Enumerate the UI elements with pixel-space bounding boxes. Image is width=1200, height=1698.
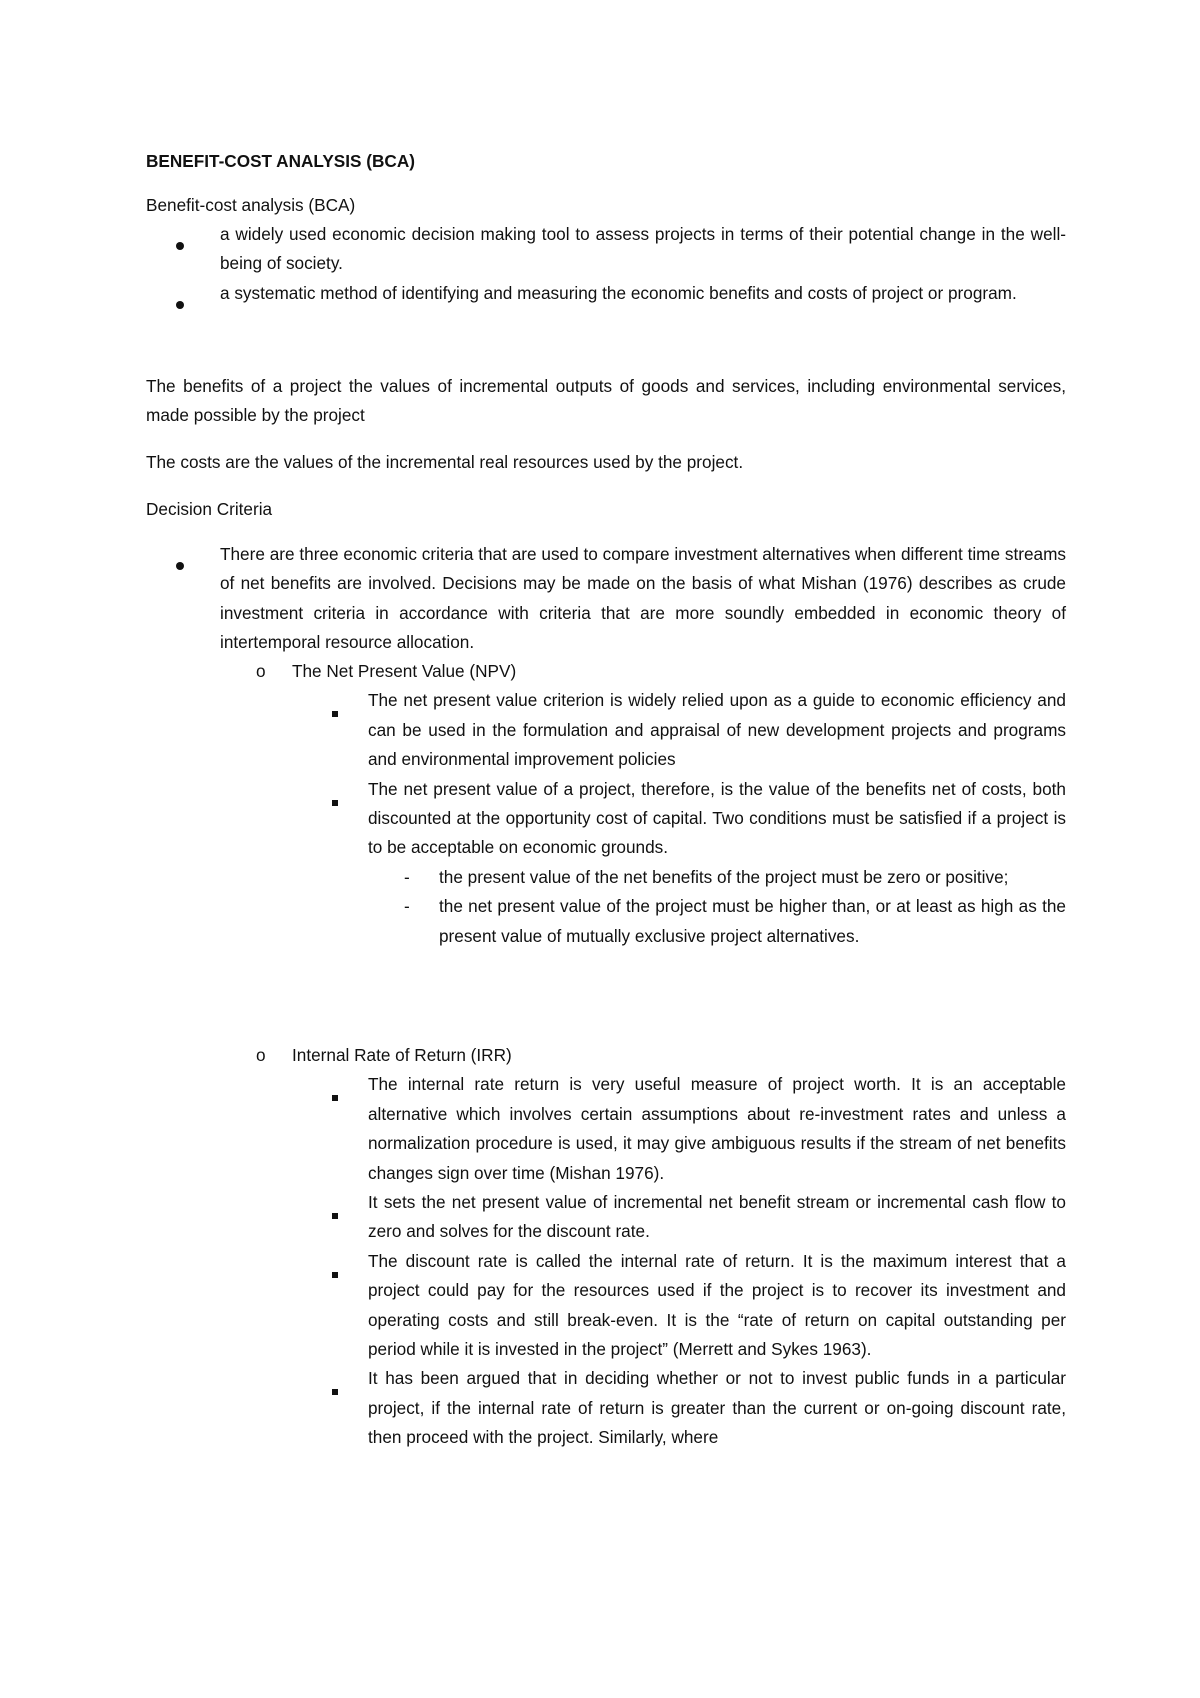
square-bullet-icon: [332, 1375, 338, 1404]
irr-section: [146, 1041, 1066, 1453]
bullet-dot-icon: [176, 230, 184, 259]
square-bullet-icon: [332, 1258, 338, 1287]
npv-heading-item: [146, 657, 1066, 686]
square-bullet-icon: [332, 786, 338, 815]
document-title: BENEFIT-COST ANALYSIS (BCA): [146, 151, 415, 171]
dash-bullet-icon: -: [404, 866, 410, 887]
list-item: The net present value of a project, therefore, is the value of the benefits net of costs, both discounted at the opportunity cost of capital. Two conditions must be satisfied if a project is to be acceptable on economic grounds.: [146, 775, 1066, 863]
list-item: The net present value criterion is widely relied upon as a guide to economic efficiency and can be used in the formulation and appraisal of new development projects and programs and environmental improvement policies: [146, 686, 1066, 774]
bca-definition-list: [146, 220, 1066, 308]
costs-paragraph: The costs are the values of the incremental real resources used by the project.: [146, 452, 744, 472]
circle-bullet-icon: o: [256, 661, 266, 681]
circle-bullet-icon: o: [256, 1045, 266, 1065]
section-subtitle: Benefit-cost analysis (BCA): [146, 195, 356, 215]
irr-heading-item: [146, 1041, 1066, 1070]
square-bullet-icon: [332, 1199, 338, 1228]
list-item: a widely used economic decision making tool to assess projects in terms of their potential change in the well-being of society.: [146, 220, 1066, 279]
square-bullet-icon: [332, 697, 338, 726]
criteria-list: [146, 540, 1066, 658]
bullet-dot-icon: [176, 289, 184, 318]
bullet-dot-icon: [176, 550, 184, 579]
list-item: It has been argued that in deciding whether or not to invest public funds in a particular project, if the internal rate of return is greater than the current or on-going discount rate, then proceed with the project. Similarly, where: [146, 1364, 1066, 1452]
irr-heading: Internal Rate of Return (IRR): [292, 1045, 512, 1065]
decision-criteria-heading: Decision Criteria: [146, 499, 273, 519]
list-item: The discount rate is called the internal rate of return. It is the maximum interest that a project could pay for the resources used if the project is to recover its investment and operating costs and still break-even. It is the “rate of return on capital outstanding per period while it is invested in the project” (Merrett and Sykes 1963).: [146, 1247, 1066, 1365]
npv-section: [146, 657, 1066, 951]
benefits-paragraph: The benefits of a project the values of incremental outputs of goods and services, including environmental services, made possible by the project: [146, 376, 1066, 426]
list-item: a systematic method of identifying and measuring the economic benefits and costs of project or program.: [146, 279, 1066, 308]
square-bullet-icon: [332, 1081, 338, 1110]
list-item: The internal rate return is very useful measure of project worth. It is an acceptable alternative which involves certain assumptions about re-investment rates and unless a normalization procedure is used, it may give ambiguous results if the stream of net benefits changes sign over time (Mishan 1976).: [146, 1070, 1066, 1188]
list-item: - the net present value of the project must be higher than, or at least as high as the present value of mutually exclusive project alternatives.: [146, 892, 1066, 951]
list-item: There are three economic criteria that are used to compare investment alternatives when different time streams of net benefits are involved. Decisions may be made on the basis of what Mishan (1976) describes as crude investment criteria in accordance with criteria that are more soundly embedded in economic theory of intertemporal resource allocation.: [146, 540, 1066, 658]
dash-bullet-icon: -: [404, 896, 410, 917]
npv-heading: The Net Present Value (NPV): [292, 661, 517, 681]
list-item: It sets the net present value of incremental net benefit stream or incremental cash flow to zero and solves for the discount rate.: [146, 1188, 1066, 1247]
list-item: - the present value of the net benefits of the project must be zero or positive;: [146, 863, 1066, 892]
